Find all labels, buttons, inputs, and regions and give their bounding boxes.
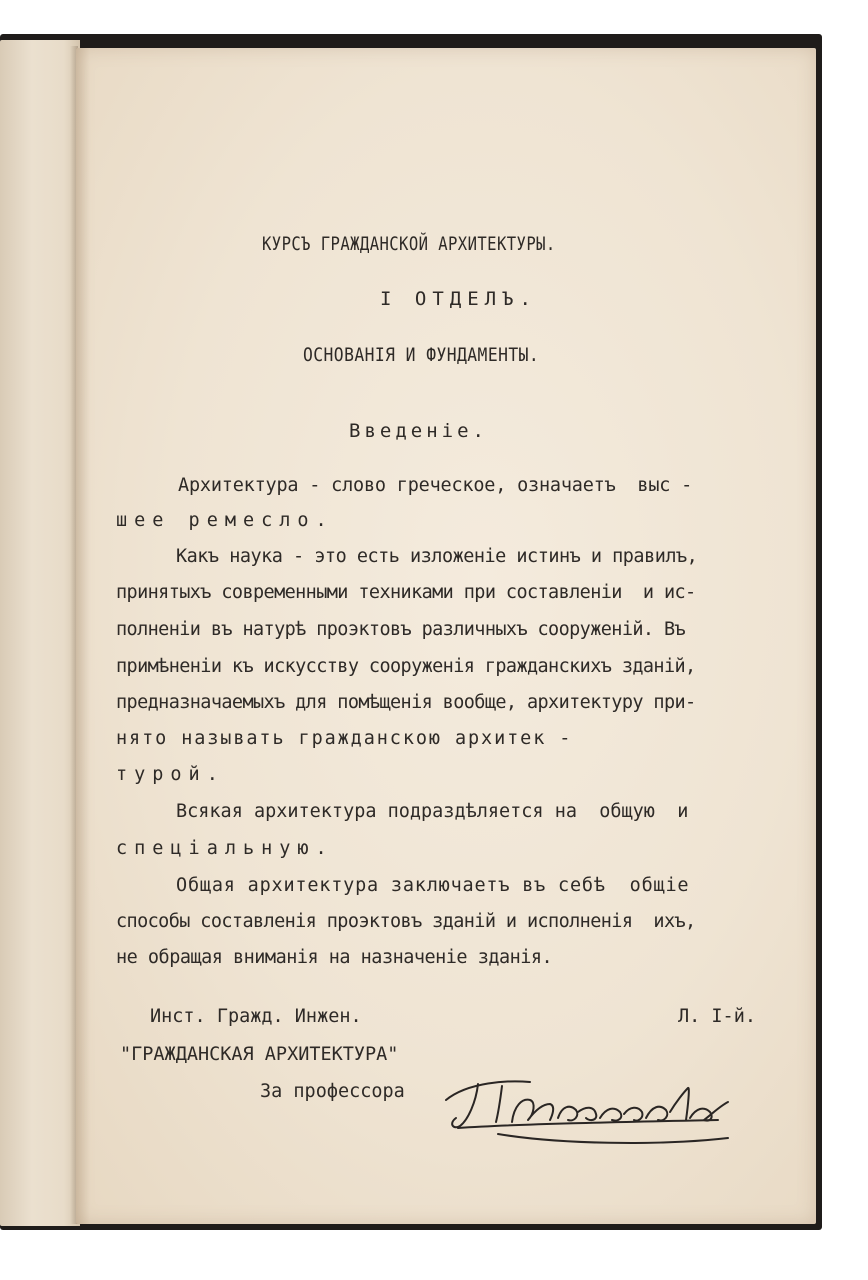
body-line: Какъ наука - это есть изложенiе истинъ и правилъ, (176, 546, 698, 567)
page-fold-shadow (76, 48, 90, 1224)
signed-for-label: За профессора (260, 1081, 405, 1102)
section-heading: I ОТДЕЛЪ. (380, 288, 537, 310)
body-line: принятыхъ современными техниками при составленiи и ис- (116, 582, 696, 603)
sheet-number: Л. I-й. (678, 1006, 756, 1027)
body-line: способы составленiя проэктовъ зданiй и исполненiя ихъ, (116, 911, 696, 932)
section-subtitle: ОСНОВАНIЯ И ФУНДАМЕНТЫ. (303, 344, 540, 366)
body-line: Всякая архитектура подраздѣляется на общую и (176, 801, 689, 822)
intro-heading: Введенiе. (349, 420, 488, 442)
signature-scribble (438, 1062, 738, 1152)
body-line: нято называть гражданскою архитек - (116, 728, 573, 749)
left-page-edge (0, 40, 80, 1226)
body-line: спецiальную. (116, 838, 334, 859)
body-line: турой. (116, 764, 225, 785)
body-line: шее ремесло. (116, 510, 334, 531)
body-line: полненiи въ натурѣ проэктовъ различныхъ сооруженiй. Въ (116, 619, 686, 640)
signature (438, 1062, 738, 1152)
institute-line: Инст. Гражд. Инжен. (150, 1006, 362, 1027)
body-line: не обращая вниманiя на назначенiе зданiя. (116, 947, 553, 968)
body-line: предназначаемыхъ для помѣщенiя вообще, архитектуру при- (116, 692, 696, 713)
body-line: Архитектура - слово греческое, означаетъ выс - (178, 475, 693, 496)
body-line: примѣненiи къ искусству сооруженiя гражданскихъ зданiй, (116, 656, 696, 677)
body-line: Общая архитектура заключаетъ въ себѣ общiе (176, 875, 690, 896)
document-title: КУРСЪ ГРАЖДАНСКОЙ АРХИТЕКТУРЫ. (262, 233, 556, 255)
course-name: "ГРАЖДАНСКАЯ АРХИТЕКТУРА" (120, 1044, 399, 1065)
